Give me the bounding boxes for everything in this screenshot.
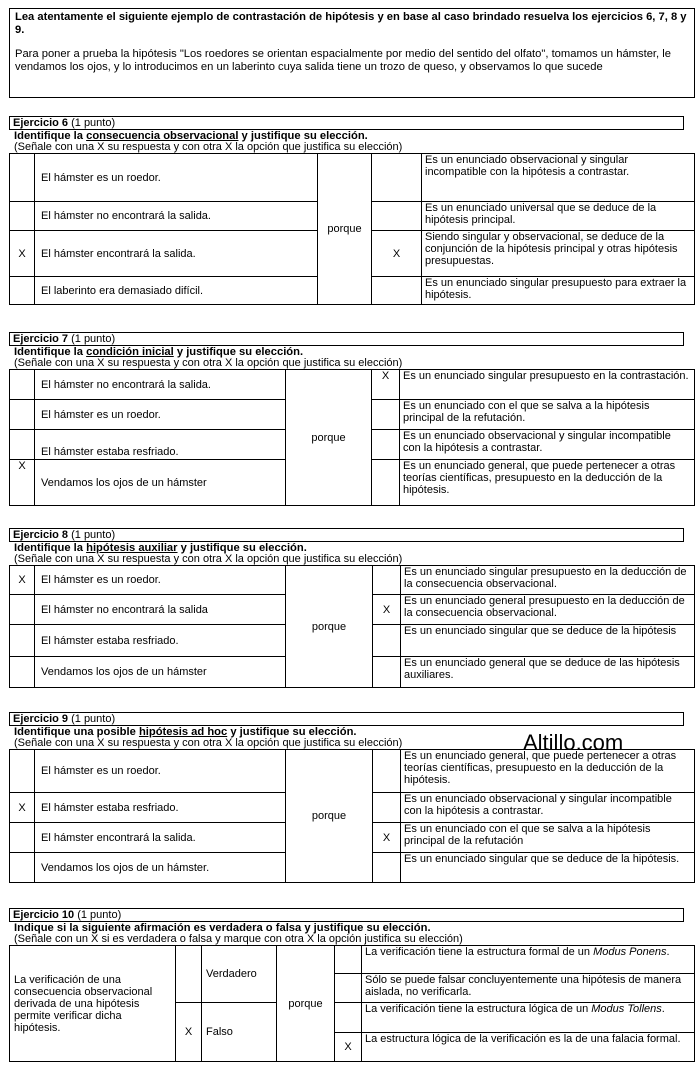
exercise-6-header: Ejercicio 6 (1 punto) <box>9 116 684 130</box>
justification-mark[interactable]: X <box>372 231 422 277</box>
exercise-7-header: Ejercicio 7 (1 punto) <box>9 332 684 346</box>
justification-mark[interactable] <box>335 974 362 1003</box>
justification-text: La estructura lógica de la verificación es la de una falacia formal. <box>362 1033 695 1062</box>
exercise-10-subinstruction: (Señale con un X si es verdadera o falsa y marque con otra X la opción justifica su elección) <box>14 933 463 945</box>
option-mark[interactable] <box>10 202 35 231</box>
exercise-10-table <box>9 945 695 1062</box>
justification-mark[interactable] <box>373 750 401 793</box>
exercise-9-table <box>9 749 695 883</box>
option-text: El laberinto era demasiado difícil. <box>35 277 318 305</box>
exercise-8-instruction: Identifique la hipótesis auxiliar y justifique su elección. <box>14 542 307 554</box>
exercise-8-table <box>9 565 695 688</box>
justification-mark[interactable] <box>373 793 401 823</box>
justification-text: Es un enunciado observacional y singular incompatible con la hipótesis a contrastar. <box>422 154 695 202</box>
intro-box <box>9 8 695 98</box>
true-mark[interactable] <box>176 946 202 1003</box>
porque-label: porque <box>318 154 372 305</box>
exercise-8-header: Ejercicio 8 (1 punto) <box>9 528 684 542</box>
porque-label: porque <box>286 370 372 506</box>
exercise-10 <box>9 908 695 1062</box>
justification-mark[interactable]: X <box>335 1033 362 1062</box>
justification-mark[interactable] <box>372 202 422 231</box>
option-mark[interactable] <box>10 625 35 657</box>
option-text: Vendamos los ojos de un hámster. <box>35 853 286 883</box>
option-text: El hámster no encontrará la salida. <box>35 202 318 231</box>
exercise-8 <box>9 528 695 688</box>
option-mark[interactable]: X <box>10 793 35 823</box>
exercise-7-table <box>9 369 695 506</box>
justification-text: Es un enunciado general que se deduce de las hipótesis auxiliares. <box>401 657 695 688</box>
justification-text: Es un enunciado singular que se deduce de la hipótesis <box>401 625 695 657</box>
justification-mark[interactable] <box>373 657 401 688</box>
table-row <box>10 154 695 202</box>
exercise-6-instruction: Identifique la consecuencia observacional y justifique su elección. <box>14 130 368 142</box>
exercise-8-subinstruction: (Señale con una X su respuesta y con otra X la opción que justifica su elección) <box>14 553 403 565</box>
justification-mark[interactable] <box>335 946 362 974</box>
justification-mark[interactable]: X <box>372 370 400 400</box>
exercise-7 <box>9 332 695 506</box>
option-text: El hámster es un roedor. <box>35 566 286 595</box>
intro-case: Para poner a prueba la hipótesis "Los roedores se orientan espacialmente por medio del sentido del olfato", tomamos un hámster, le vendamos los ojos, y lo introducimos en un laberinto cuya salida tiene un trozo de queso, y observamos lo que sucede <box>15 48 671 73</box>
justification-text: Es un enunciado singular presupuesto en la contrastación. <box>400 370 695 400</box>
option-mark[interactable]: X <box>10 231 35 277</box>
option-mark[interactable] <box>10 370 35 400</box>
option-text: El hámster encontrará la salida. <box>35 231 318 277</box>
justification-mark[interactable] <box>335 1003 362 1033</box>
exercise-6-table <box>9 153 695 305</box>
exercise-7-subinstruction: (Señale con una X su respuesta y con otra X la opción que justifica su elección) <box>14 357 403 369</box>
porque-label: porque <box>277 946 335 1062</box>
option-mark[interactable] <box>10 400 35 430</box>
exercise-6-subinstruction: (Señale con una X su respuesta y con otra X la opción que justifica su elección) <box>14 141 403 153</box>
justification-text: Es un enunciado universal que se deduce de la hipótesis principal. <box>422 202 695 231</box>
justification-mark[interactable] <box>373 625 401 657</box>
option-mark[interactable] <box>10 154 35 202</box>
justification-text: Siendo singular y observacional, se deduce de la conjunción de la hipótesis principal y otras hipótesis presupuestas. <box>422 231 695 277</box>
table-row <box>10 566 695 595</box>
justification-text: Es un enunciado con el que se salva a la hipótesis principal de la refutación <box>401 823 695 853</box>
justification-mark[interactable] <box>372 154 422 202</box>
table-row <box>10 370 695 400</box>
option-mark[interactable]: X <box>10 566 35 595</box>
option-mark[interactable] <box>10 277 35 305</box>
justification-text: Sólo se puede falsar concluyentemente una hipótesis de manera aislada, no verificarla. <box>362 974 695 1003</box>
exercise-7-instruction: Identifique la condición inicial y justifique su elección. <box>14 346 304 358</box>
false-label: Falso <box>202 1003 277 1062</box>
option-text: El hámster no encontrará la salida <box>35 595 286 625</box>
justification-text: Es un enunciado general, que puede pertenecer a otras teorías científicas, presupuesto en la deducción de la hipótesis. <box>400 460 695 506</box>
false-mark[interactable]: X <box>176 1003 202 1062</box>
option-text: El hámster es un roedor. <box>35 750 286 793</box>
option-mark[interactable] <box>10 750 35 793</box>
exercise-10-instruction: Indique si la siguiente afirmación es verdadera o falsa y justifique su elección. <box>14 922 431 934</box>
exercise-9-instruction: Identifique una posible hipótesis ad hoc y justifique su elección. <box>14 726 357 738</box>
justification-mark[interactable] <box>373 566 401 595</box>
option-mark[interactable] <box>10 823 35 853</box>
justification-mark[interactable] <box>373 853 401 883</box>
justification-mark[interactable] <box>372 430 400 460</box>
justification-mark[interactable] <box>372 400 400 430</box>
justification-mark[interactable]: X <box>373 595 401 625</box>
justification-text: Es un enunciado observacional y singular incompatible con la hipótesis a contrastar. <box>401 793 695 823</box>
justification-mark[interactable] <box>372 460 400 506</box>
option-text: El hámster no encontrará la salida. <box>35 370 286 400</box>
justification-text: La verificación tiene la estructura formal de un Modus Ponens. <box>362 946 695 974</box>
porque-label: porque <box>286 750 373 883</box>
porque-label: porque <box>286 566 373 688</box>
option-mark[interactable] <box>10 853 35 883</box>
justification-text: Es un enunciado singular presupuesto para extraer la hipótesis. <box>422 277 695 305</box>
option-text: El hámster es un roedor. <box>35 154 318 202</box>
justification-text: Es un enunciado singular presupuesto en la deducción de la consecuencia observacional. <box>401 566 695 595</box>
justification-mark[interactable]: X <box>373 823 401 853</box>
option-text: El hámster estaba resfriado. <box>35 625 286 657</box>
justification-mark[interactable] <box>372 277 422 305</box>
intro-instructions: Lea atentamente el siguiente ejemplo de contrastación de hipótesis y en base al caso brindado resuelva los ejercicios 6, 7, 8 y 9. <box>15 11 687 36</box>
table-row <box>10 946 695 974</box>
justification-text: Es un enunciado observacional y singular incompatible con la hipótesis a contrastar. <box>400 430 695 460</box>
option-text: Vendamos los ojos de un hámster <box>35 460 286 506</box>
option-mark[interactable]: X <box>10 460 35 506</box>
option-text: El hámster encontrará la salida. <box>35 823 286 853</box>
justification-text: Es un enunciado general, que puede pertenecer a otras teorías científicas, presupuesto en la deducción de la hipótesis. <box>401 750 695 793</box>
exercise-9-subinstruction: (Señale con una X su respuesta y con otra X la opción que justifica su elección) <box>14 737 403 749</box>
exercise-10-header: Ejercicio 10 (1 punto) <box>9 908 684 922</box>
statement-text: La verificación de una consecuencia observacional derivada de una hipótesis permite verificar dicha hipótesis. <box>10 946 176 1062</box>
exercise-6 <box>9 116 695 305</box>
option-text: Vendamos los ojos de un hámster <box>35 657 286 688</box>
true-label: Verdadero <box>202 946 277 1003</box>
option-text: El hámster estaba resfriado. <box>35 430 286 460</box>
justification-text: Es un enunciado general presupuesto en la deducción de la consecuencia observacional. <box>401 595 695 625</box>
option-mark[interactable] <box>10 595 35 625</box>
justification-text: Es un enunciado con el que se salva a la hipótesis principal de la refutación. <box>400 400 695 430</box>
option-mark[interactable] <box>10 657 35 688</box>
option-mark[interactable] <box>10 430 35 460</box>
watermark: Altillo.com <box>523 730 624 755</box>
justification-text: Es un enunciado singular que se deduce de la hipótesis. <box>401 853 695 883</box>
option-text: El hámster es un roedor. <box>35 400 286 430</box>
option-text: El hámster estaba resfriado. <box>35 793 286 823</box>
exercise-9-header: Ejercicio 9 (1 punto) <box>9 712 684 726</box>
justification-text: La verificación tiene la estructura lógica de un Modus Tollens. <box>362 1003 695 1033</box>
